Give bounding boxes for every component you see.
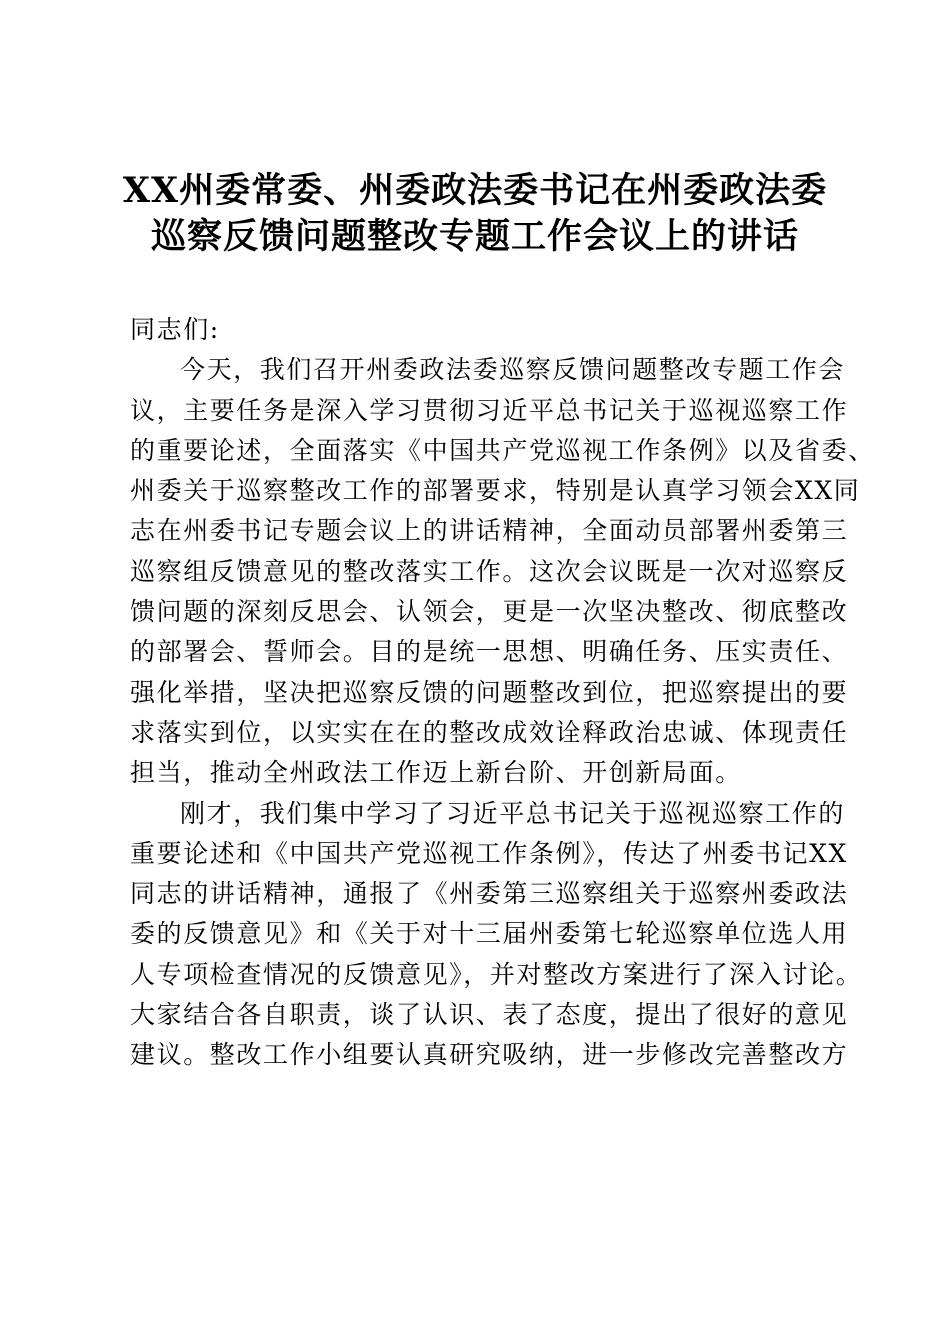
paragraph-line: 巡察组反馈意见的整改落实工作。这次会议既是一次对巡察反: [130, 556, 849, 586]
document-title: [100, 168, 850, 260]
document-body: [130, 310, 875, 1076]
salutation: 同志们:: [130, 315, 220, 344]
paragraph-line: 的部署会、誓师会。目的是统一思想、明确任务、压实责任、: [130, 637, 849, 667]
paragraph-line: 大家结合各自职责，谈了认识、表了态度，提出了很好的意见: [130, 1000, 849, 1030]
paragraph-line: 建议。整改工作小组要认真研究吸纳，进一步修改完善整改方: [130, 1040, 849, 1070]
paragraph-line: 刚才，我们集中学习了习近平总书记关于巡视巡察工作的: [180, 798, 846, 828]
paragraph-line: 担当，推动全州政法工作迈上新台阶、开创新局面。: [130, 758, 742, 788]
paragraph-line: 人专项检查情况的反馈意见》，并对整改方案进行了深入讨论。: [130, 959, 863, 989]
paragraph-line: 同志的讲话精神，通报了《州委第三巡察组关于巡察州委政法: [130, 879, 849, 909]
paragraph: [130, 794, 863, 1076]
paragraph-line: 求落实到位，以实实在在的整改成效诠释政治忠诚、体现责任: [130, 717, 849, 747]
title-line: 巡察反馈问题整改专题工作会议上的讲话: [150, 216, 799, 257]
paragraph-line: 强化举措，坚决把巡察反馈的问题整改到位，把巡察提出的要: [130, 677, 849, 707]
title-line: XX州委常委、州委政法委书记在州委政法委: [122, 170, 828, 211]
paragraph-line: 议，主要任务是深入学习贯彻习近平总书记关于巡视巡察工作: [130, 395, 849, 425]
paragraph-line: 今天，我们召开州委政法委巡察反馈问题整改专题工作会: [180, 355, 846, 385]
paragraph-line: 委的反馈意见》和《关于对十三届州委第七轮巡察单位选人用: [130, 919, 849, 949]
paragraph-line: 重要论述和《中国共产党巡视工作条例》，传达了州委书记XX: [130, 838, 848, 868]
paragraph-line: 馈问题的深刻反思会、认领会，更是一次坚决整改、彻底整改: [130, 597, 849, 627]
paragraph: [130, 350, 875, 793]
paragraph-line: 志在州委书记专题会议上的讲话精神，全面动员部署州委第三: [130, 516, 849, 546]
paragraph-line: 州委关于巡察整改工作的部署要求，特别是认真学习领会XX同: [130, 476, 861, 506]
paragraph-line: 的重要论述，全面落实《中国共产党巡视工作条例》以及省委、: [130, 435, 875, 465]
